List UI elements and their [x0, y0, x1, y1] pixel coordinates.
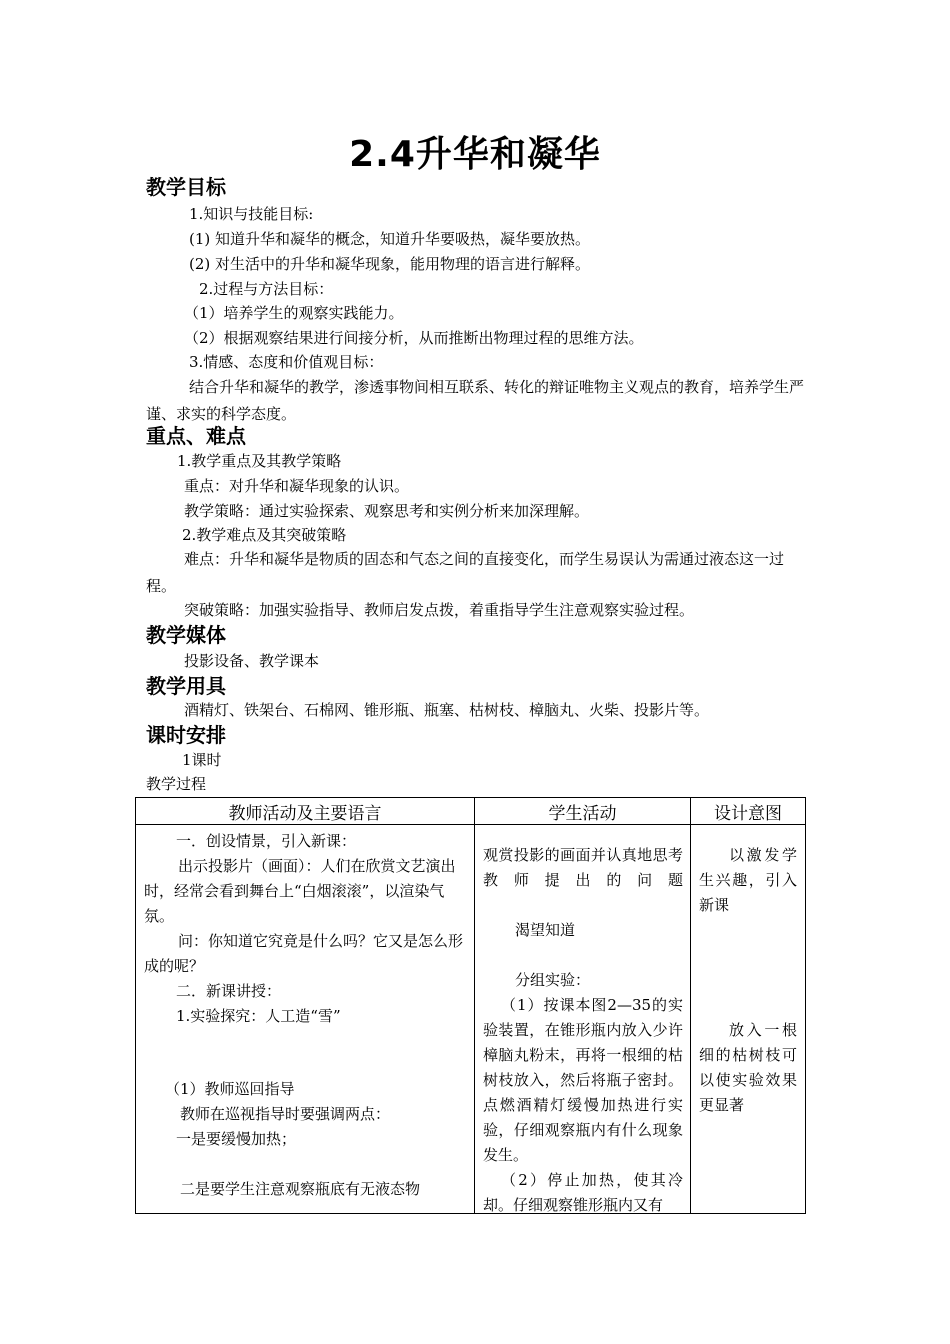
schedule-text: 1课时: [182, 751, 222, 769]
goal-paragraph: 结合升华和凝华的教学，渗透事物间相互联系、转化的辩证唯物主义观点的教育，培养学生严谨、求实的科学态度。: [146, 378, 805, 423]
tools-text: 酒精灯、铁架台、石棉网、锥形瓶、瓶塞、枯树枝、樟脑丸、火柴、投影片等。: [184, 701, 710, 719]
teacher-paragraph: 问：你知道它究竟是什么吗？它又是怎么形成的呢？: [144, 932, 464, 975]
goal-line: (2) 对生活中的升华和凝华现象，能用物理的语言进行解释。: [189, 255, 591, 273]
section-heading-tools: 教学用具: [146, 674, 226, 698]
student-cell: [475, 825, 691, 1214]
intent-paragraph: 放入一根细的枯树枝可以使实验效果更显著: [699, 1021, 797, 1114]
teacher-line: 二是要学生注意观察瓶底有无液态物: [180, 1180, 421, 1198]
page-title: 2.4升华和凝华: [349, 134, 601, 175]
key-line: 重点：对升华和凝华现象的认识。: [184, 477, 410, 495]
student-line: 分组实验：: [515, 971, 591, 989]
table-header-student: 学生活动: [475, 798, 691, 825]
section-heading-schedule: 课时安排: [146, 723, 226, 747]
teacher-line: 一．创设情景，引入新课：: [176, 832, 357, 850]
teacher-line: 教师在巡视指导时要强调两点：: [180, 1105, 391, 1123]
table-header-teacher: 教师活动及主要语言: [136, 798, 475, 825]
teacher-line: 1.实验探究：人工造“雪”: [176, 1007, 341, 1025]
teacher-cell: [136, 825, 475, 1214]
intent-cell: [691, 825, 806, 1214]
section-heading-media: 教学媒体: [146, 623, 226, 647]
table-header-intent: 设计意图: [691, 798, 806, 825]
goal-line: 3.情感、态度和价值观目标：: [189, 353, 384, 371]
goal-line: （1）培养学生的观察实践能力。: [184, 304, 404, 322]
goal-line: (1) 知道升华和凝华的概念，知道升华要吸热，凝华要放热。: [189, 230, 591, 248]
key-line: 1.教学重点及其教学策略: [177, 452, 342, 470]
teacher-line: （1）教师巡回指导: [165, 1080, 295, 1098]
key-line: 教学策略：通过实验探索、观察思考和实例分析来加深理解。: [184, 502, 590, 520]
section-heading-goals: 教学目标: [146, 175, 226, 199]
section-heading-key-points: 重点、难点: [146, 424, 246, 448]
student-line: 渴望知道: [515, 921, 576, 939]
process-label: 教学过程: [146, 775, 207, 793]
goal-line: （2）根据观察结果进行间接分析，从而推断出物理过程的思维方法。: [184, 329, 644, 347]
student-paragraph: （2）停止加热，使其冷却。仔细观察锥形瓶内又有: [483, 1171, 683, 1214]
process-table: [135, 797, 806, 1214]
key-difficulty-paragraph: 难点：升华和凝华是物质的固态和气态之间的直接变化，而学生易误认为需通过液态这一过程。: [146, 550, 785, 595]
teacher-line: 二．新课讲授：: [176, 982, 282, 1000]
goal-line: 1.知识与技能目标:: [189, 205, 314, 223]
table-row: [136, 825, 806, 1214]
key-line: 突破策略：加强实验指导、教师启发点拨，着重指导学生注意观察实验过程。: [184, 601, 695, 619]
media-text: 投影设备、教学课本: [184, 652, 320, 670]
key-line: 2.教学难点及其突破策略: [182, 526, 347, 544]
intent-paragraph: 以激发学生兴趣，引入新课: [699, 846, 797, 914]
table-header-row: [136, 798, 806, 825]
teacher-paragraph: 出示投影片（画面）：人们在欣赏文艺演出时，经常会看到舞台上“白烟滚滚”，以渲染气氛。: [144, 857, 456, 925]
goal-line: 2.过程与方法目标：: [199, 280, 334, 298]
student-paragraph: （1）按课本图2—35的实验装置，在锥形瓶内放入少许樟脑丸粉末，再将一根细的枯树枝放入，然后将瓶子密封。点燃酒精灯缓慢加热进行实验，仔细观察瓶内有什么现象发生。: [483, 996, 683, 1164]
teacher-line: 一是要缓慢加热；: [176, 1130, 297, 1148]
student-paragraph: 观赏投影的画面并认真地思考教师提出的问题: [483, 846, 683, 889]
